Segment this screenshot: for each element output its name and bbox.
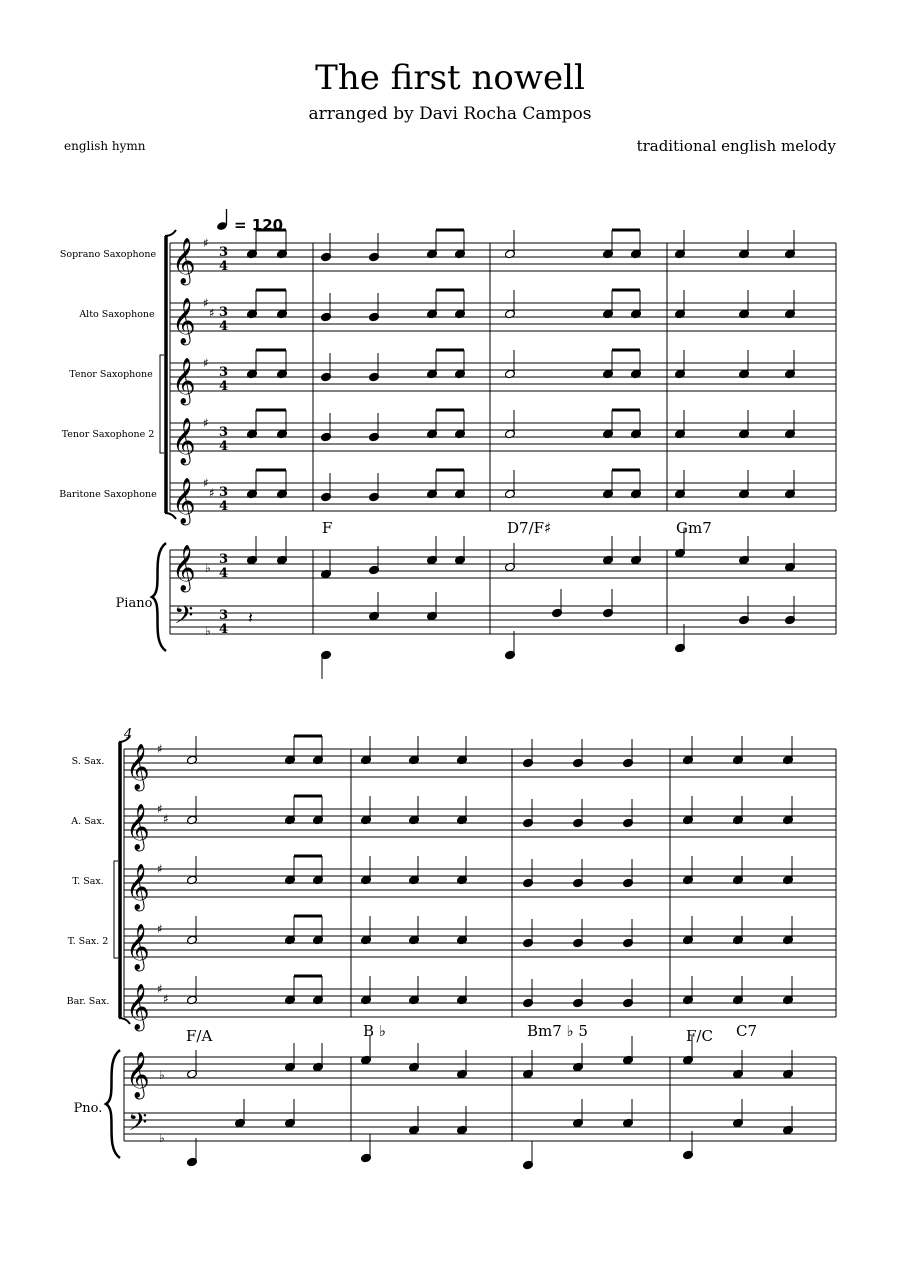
staff — [124, 749, 836, 777]
sharp-icon: ♯ — [209, 306, 215, 320]
time-signature-bottom: 4 — [219, 379, 229, 394]
time-signature-bottom: 4 — [219, 259, 229, 274]
tenor-sub-bracket — [114, 861, 118, 958]
instrument-name: Pno. — [73, 1101, 103, 1116]
time-signature-bottom: 4 — [219, 319, 229, 334]
treble-clef-icon: 𝄞 — [172, 478, 196, 524]
sharp-icon: ♯ — [157, 802, 163, 816]
treble-clef-icon: 𝄞 — [172, 358, 196, 404]
chord-symbol: F — [322, 519, 333, 537]
chord-symbol: C7 — [736, 1022, 758, 1040]
flat-icon: ♭ — [159, 1068, 165, 1082]
sharp-icon: ♯ — [203, 236, 209, 250]
staff — [170, 363, 836, 391]
treble-clef-icon: 𝄞 — [126, 984, 150, 1030]
treble-clef-icon: 𝄞 — [126, 1052, 150, 1098]
chord-symbol: Gm7 — [676, 519, 712, 537]
instrument-name: Alto Saxophone — [79, 309, 155, 320]
sharp-icon: ♯ — [163, 812, 169, 826]
staves — [170, 230, 836, 679]
tenor-sub-bracket — [160, 355, 164, 453]
sharp-icon: ♯ — [203, 296, 209, 310]
treble-clef-icon: 𝄞 — [126, 924, 150, 970]
sharp-icon: ♯ — [163, 992, 169, 1006]
time-signature-bottom: 4 — [219, 622, 229, 637]
staves — [124, 736, 836, 1170]
sharp-icon: ♯ — [203, 416, 209, 430]
sharp-icon: ♯ — [203, 356, 209, 370]
treble-clef-icon: 𝄞 — [126, 804, 150, 850]
flat-icon: ♭ — [205, 561, 211, 575]
chord-symbol: F/A — [186, 1027, 213, 1045]
piano-brace — [106, 1050, 120, 1158]
flat-icon: ♭ — [205, 624, 211, 638]
composer-text: traditional english melody — [636, 137, 836, 155]
staff — [124, 1113, 836, 1141]
time-signature-top: 3 — [219, 608, 229, 623]
staff — [124, 989, 836, 1017]
bass-clef-icon: 𝄢 — [174, 601, 194, 636]
poet-text: english hymn — [64, 139, 146, 153]
time-signature-bottom: 4 — [219, 566, 229, 581]
time-signature-bottom: 4 — [219, 499, 229, 514]
flat-icon: ♭ — [159, 1131, 165, 1145]
instrument-name: Tenor Saxophone 2 — [61, 429, 155, 440]
treble-clef-icon: 𝄞 — [172, 545, 196, 591]
score-subtitle: arranged by Davi Rocha Campos — [308, 104, 592, 124]
sharp-icon: ♯ — [157, 862, 163, 876]
quarter-rest-icon: 𝄽 — [248, 608, 253, 627]
treble-clef-icon: 𝄞 — [172, 298, 196, 344]
instrument-name: Bar. Sax. — [66, 996, 110, 1007]
staff — [124, 929, 836, 957]
bass-clef-icon: 𝄢 — [128, 1108, 148, 1143]
time-signature-top: 3 — [219, 305, 229, 320]
staff — [124, 1057, 836, 1085]
time-signature-top: 3 — [219, 485, 229, 500]
instrument-name: Baritone Saxophone — [59, 489, 157, 500]
sharp-icon: ♯ — [203, 476, 209, 490]
sharp-icon: ♯ — [157, 742, 163, 756]
sharp-icon: ♯ — [157, 982, 163, 996]
staff — [170, 550, 836, 578]
instrument-name: T. Sax. — [72, 876, 104, 887]
staff — [124, 809, 836, 837]
sharp-icon: ♯ — [209, 486, 215, 500]
chord-symbol: F/C — [686, 1027, 713, 1045]
instrument-name: Tenor Saxophone — [69, 369, 153, 380]
piano-brace — [152, 543, 166, 651]
sharp-icon: ♯ — [157, 922, 163, 936]
staff — [170, 423, 836, 451]
chord-symbol: B ♭ — [363, 1022, 386, 1040]
chord-symbol: D7/F♯ — [507, 519, 552, 537]
time-signature-top: 3 — [219, 425, 229, 440]
time-signature-top: 3 — [219, 245, 229, 260]
staff — [170, 606, 836, 634]
time-signature-top: 3 — [219, 365, 229, 380]
chord-symbol: Bm7 ♭ 5 — [527, 1022, 588, 1040]
staff — [124, 869, 836, 897]
time-signature-top: 3 — [219, 552, 229, 567]
time-signature-bottom: 4 — [219, 439, 229, 454]
system-2 — [67, 727, 836, 1170]
score-title: The first nowell — [315, 58, 585, 98]
instrument-name: Piano — [115, 596, 153, 611]
tempo-value: = 120 — [234, 216, 284, 234]
treble-clef-icon: 𝄞 — [126, 744, 150, 790]
system-1 — [59, 230, 836, 679]
treble-clef-icon: 𝄞 — [172, 418, 196, 464]
treble-clef-icon: 𝄞 — [126, 864, 150, 910]
instrument-name: Soprano Saxophone — [59, 249, 157, 260]
treble-clef-icon: 𝄞 — [172, 238, 196, 284]
staff — [170, 243, 836, 271]
instrument-name: S. Sax. — [71, 756, 105, 767]
measure-number: 4 — [124, 727, 133, 742]
staff — [170, 483, 836, 511]
staff — [170, 303, 836, 331]
instrument-name: T. Sax. 2 — [67, 936, 109, 947]
instrument-name: A. Sax. — [71, 816, 105, 827]
